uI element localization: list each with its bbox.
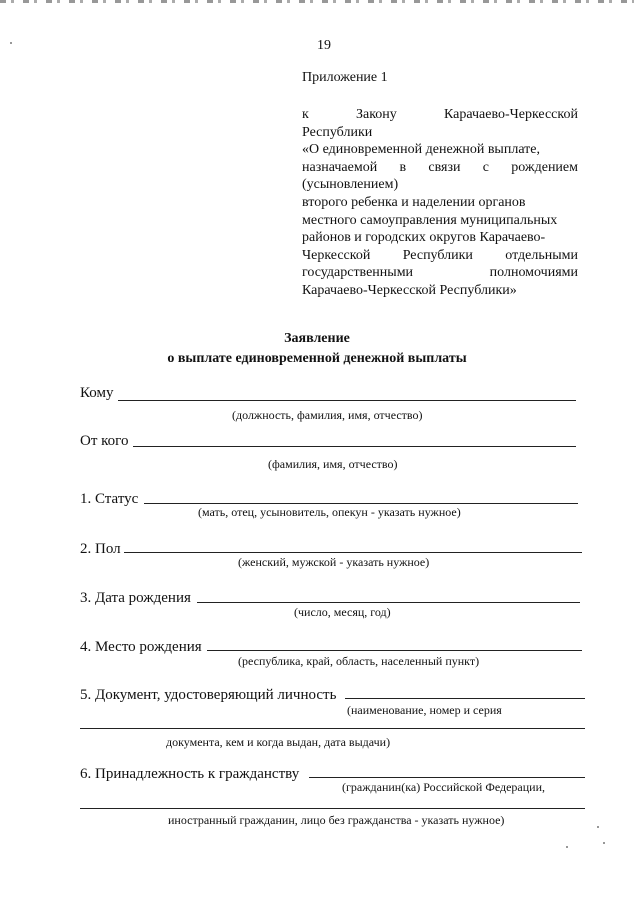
appendix-title: Приложение 1 — [302, 70, 388, 85]
field-citizenship-label: 6. Принадлежность к гражданству — [80, 766, 300, 782]
appendix-word: второго ребенка и наделении органов — [302, 194, 526, 210]
appendix-reference-block — [302, 106, 578, 300]
appendix-word: Карачаево-Черкесской — [443, 107, 578, 122]
field-birth-place-caption: (республика, край, область, населенный пункт) — [238, 654, 480, 668]
document-subtitle: о выплате единовременной денежной выплаты — [167, 351, 467, 366]
scan-speck — [10, 42, 12, 44]
field-id-document-line-2[interactable] — [80, 728, 585, 729]
field-citizenship-caption-2: иностранный гражданин, лицо без гражданства - указать нужное) — [168, 813, 505, 827]
appendix-word: с — [482, 159, 489, 175]
document-title: Заявление — [284, 331, 350, 346]
field-from-label: От кого — [80, 433, 129, 449]
field-id-document-caption-1: (наименование, номер и серия — [347, 703, 502, 717]
field-from-line[interactable] — [133, 446, 576, 447]
field-birth-place-line[interactable] — [207, 650, 582, 651]
field-to-caption: (должность, фамилия, имя, отчество) — [232, 408, 423, 422]
appendix-word: «О единовременной денежной выплате, — [302, 142, 540, 158]
field-status-caption: (мать, отец, усыновитель, опекун - указать нужное) — [198, 505, 461, 519]
scan-speck — [597, 826, 599, 828]
appendix-word: к — [302, 107, 309, 122]
field-citizenship-line-2[interactable] — [80, 808, 585, 809]
appendix-word: Карачаево-Черкесской Республики» — [302, 282, 517, 298]
appendix-word: назначаемой — [302, 159, 378, 175]
scan-speck — [566, 846, 568, 848]
appendix-word: в — [399, 159, 407, 175]
appendix-word: связи — [428, 159, 461, 175]
appendix-line — [302, 264, 578, 282]
appendix-line — [302, 106, 578, 124]
appendix-line — [302, 194, 578, 212]
field-birth-date-line[interactable] — [197, 602, 580, 603]
appendix-line — [302, 141, 578, 159]
appendix-word: полномочиями — [489, 265, 578, 281]
appendix-line — [302, 176, 578, 194]
field-to-line[interactable] — [118, 400, 576, 401]
field-status-label: 1. Статус — [80, 491, 139, 507]
appendix-word: (усыновлением) — [302, 177, 399, 193]
field-sex-line[interactable] — [124, 552, 582, 553]
appendix-word: районов и городских округов Карачаево- — [302, 230, 546, 246]
field-birth-place-label: 4. Место рождения — [80, 639, 202, 655]
appendix-word: рождением — [511, 159, 578, 175]
field-birth-date-label: 3. Дата рождения — [80, 590, 191, 606]
appendix-word: Закону — [355, 107, 397, 122]
field-citizenship-caption-1: (гражданин(ка) Российской Федерации, — [342, 780, 546, 794]
appendix-word: местного самоуправления муниципальных — [302, 212, 558, 228]
field-id-document-line-1[interactable] — [345, 698, 585, 699]
appendix-word: отдельными — [505, 247, 578, 263]
appendix-line — [302, 124, 578, 142]
appendix-line — [302, 212, 578, 230]
appendix-word: Республики — [402, 247, 473, 263]
field-from-caption: (фамилия, имя, отчество) — [268, 457, 398, 471]
appendix-line — [302, 282, 578, 300]
appendix-word: Черкесской — [302, 247, 371, 263]
appendix-line — [302, 247, 578, 265]
appendix-line — [302, 159, 578, 177]
field-id-document-caption-2: документа, кем и когда выдан, дата выдачи) — [166, 735, 391, 749]
appendix-line — [302, 229, 578, 247]
field-sex-label: 2. Пол — [80, 541, 121, 557]
field-birth-date-caption: (число, месяц, год) — [294, 605, 391, 619]
scan-speck — [603, 842, 605, 844]
scan-edge-noise — [0, 0, 634, 3]
field-citizenship-line-1[interactable] — [309, 777, 585, 778]
appendix-word: государственными — [302, 265, 414, 281]
field-status-line[interactable] — [144, 503, 578, 504]
page-number: 19 — [317, 38, 331, 53]
appendix-word: Республики — [302, 124, 373, 140]
field-id-document-label: 5. Документ, удостоверяющий личность — [80, 687, 337, 703]
field-to-label: Кому — [80, 385, 114, 401]
field-sex-caption: (женский, мужской - указать нужное) — [238, 555, 430, 569]
